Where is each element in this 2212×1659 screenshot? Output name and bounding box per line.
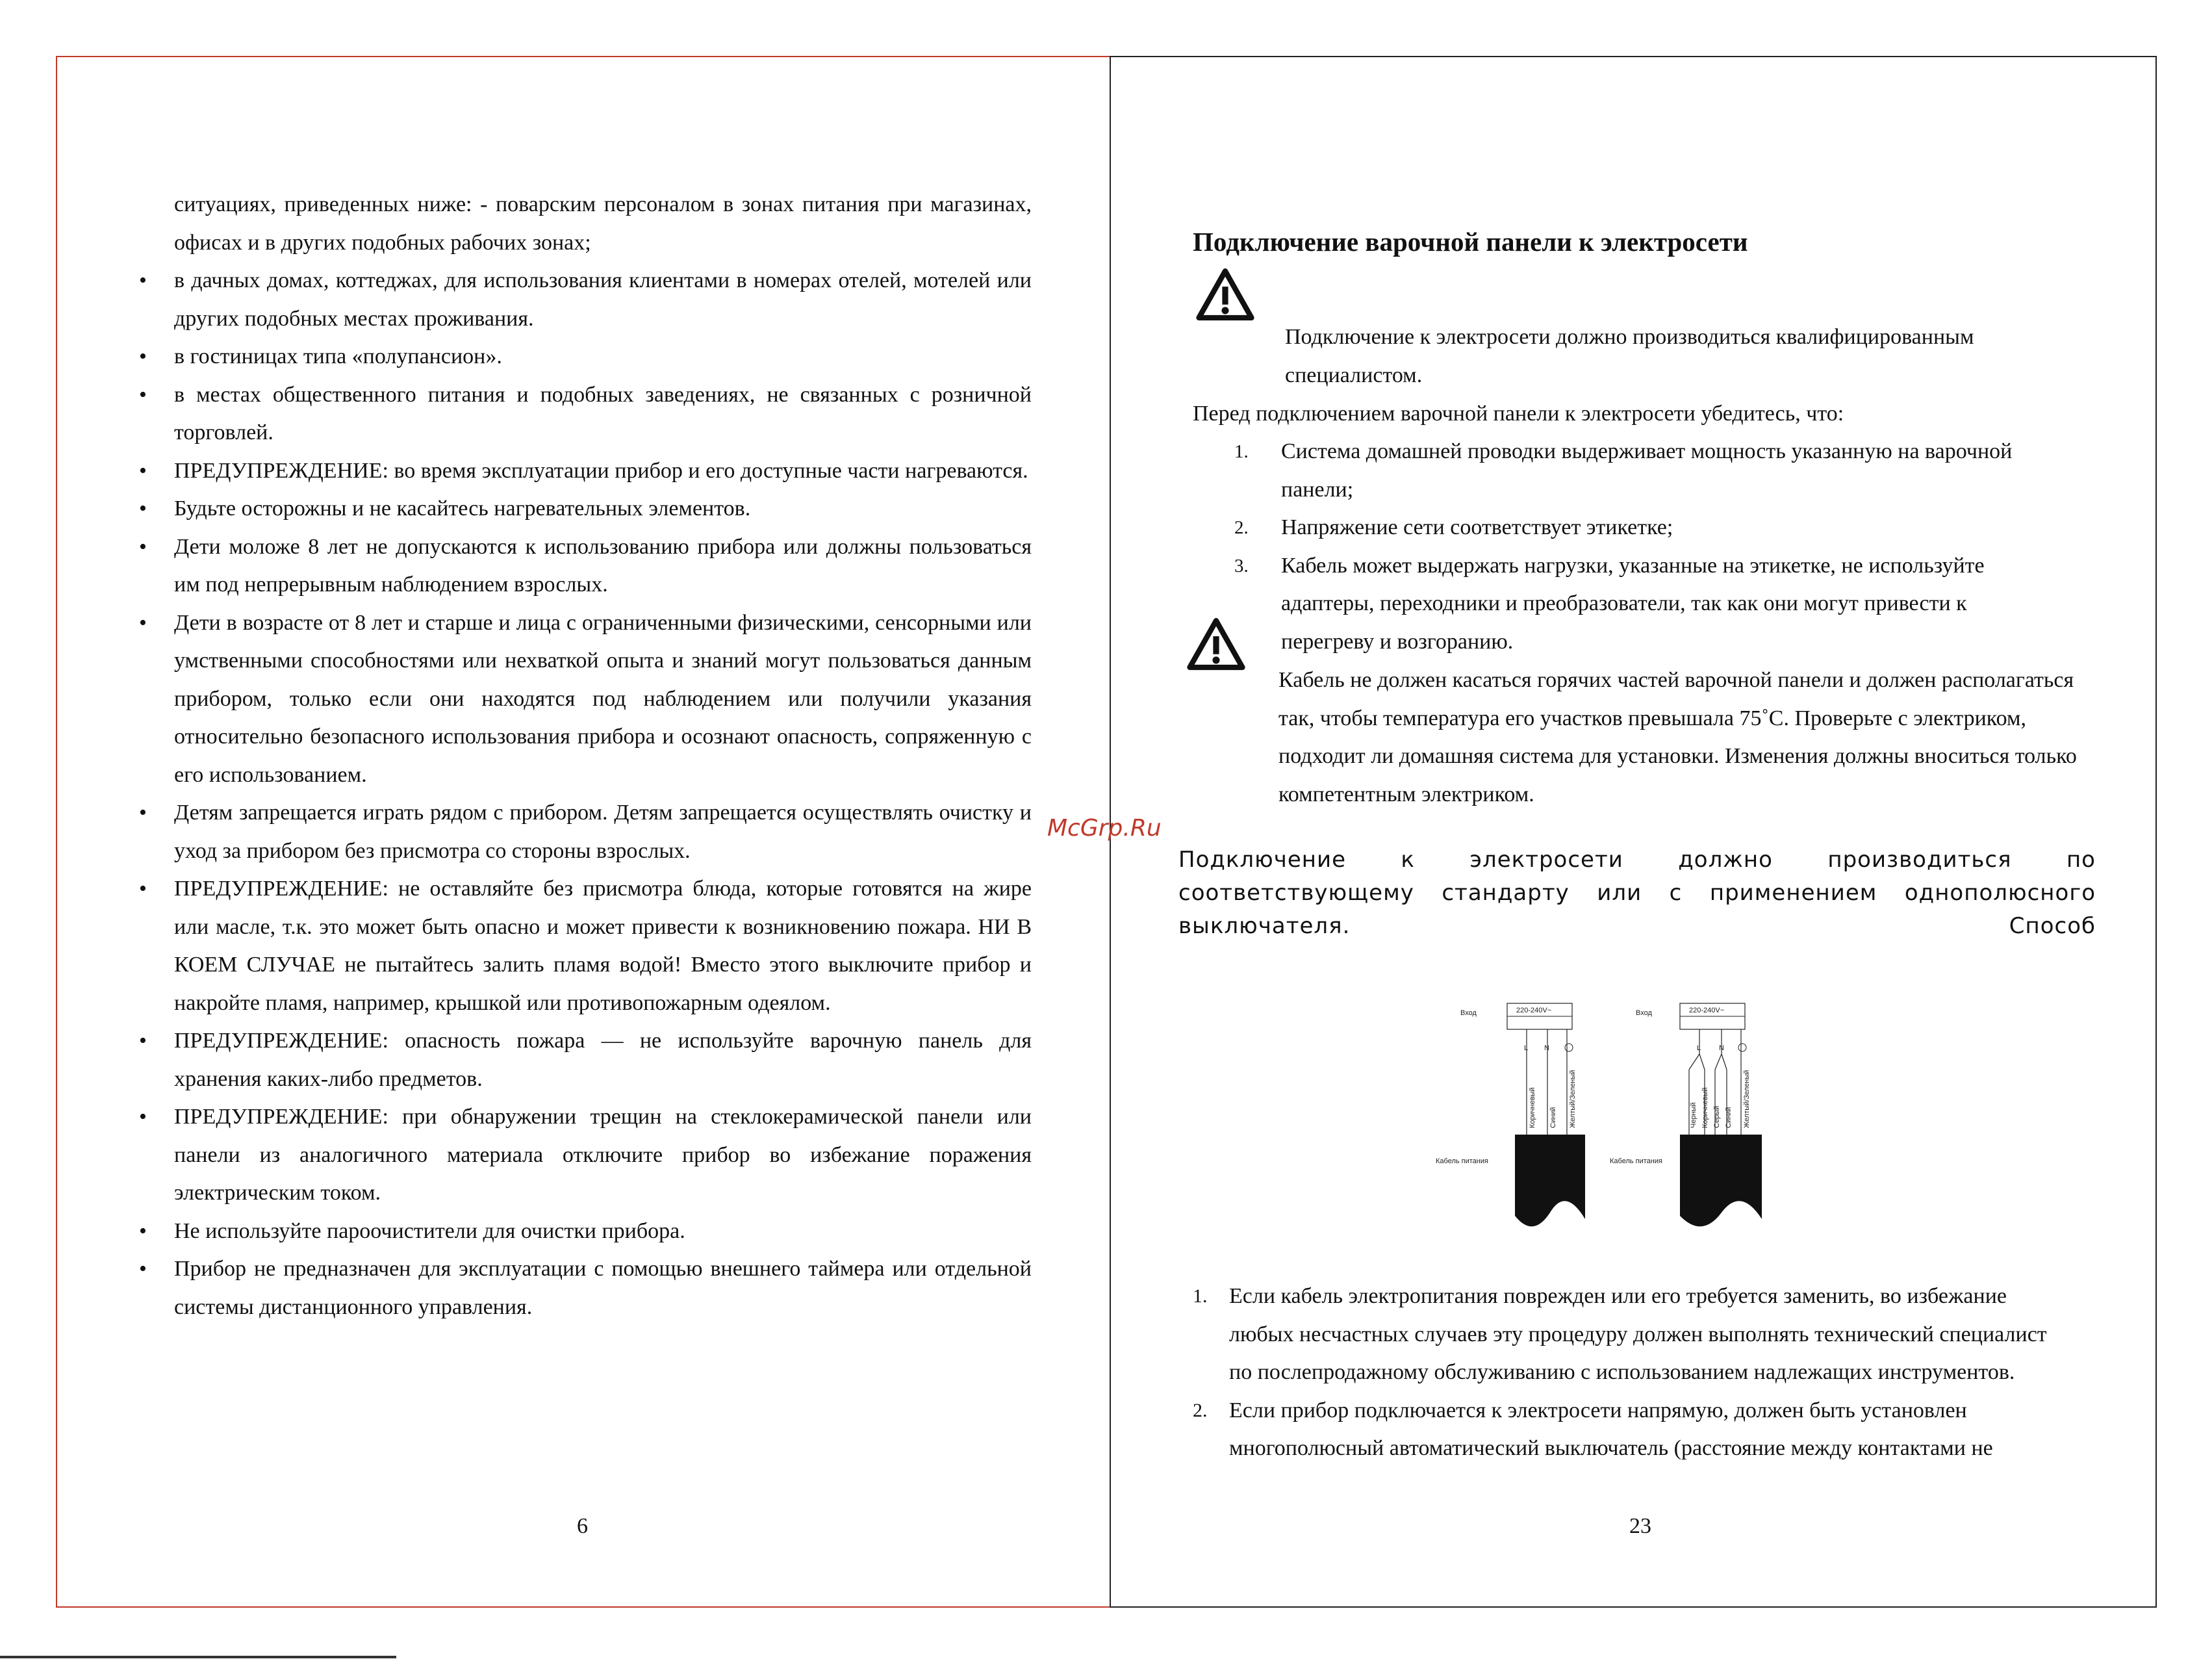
left-page-number: 6	[577, 1514, 588, 1538]
terminal-l-label: L	[1524, 1044, 1529, 1052]
checklist-item	[1234, 547, 2053, 662]
left-bullet-list	[174, 262, 1032, 1326]
bullet-item: • Не используйте пароочистители для очистки прибора.	[174, 1213, 1032, 1251]
checklist-intro: Перед подключением варочной панели к электросети убедитесь, что:	[1193, 402, 1844, 426]
left-page-text	[174, 186, 1032, 1326]
bullet-item: • Дети моложе 8 лет не допускаются к использованию прибора или должны пользоваться им под непрерывным наблюдением взрослых.	[174, 528, 1032, 604]
left-page	[57, 56, 1108, 1608]
cable-label: Кабель питания	[1436, 1157, 1488, 1165]
wire-color-label: Синий	[1549, 1107, 1557, 1128]
wire-split	[1715, 1054, 1722, 1070]
terminal-n-label: N	[1719, 1044, 1724, 1052]
bullet-item: • ПРЕДУПРЕЖДЕНИЕ: при обнаружении трещин на стеклокерамической панели или панели из аналогичного материала отключите прибор во избежание поражения электрическим током.	[174, 1098, 1032, 1213]
left-intro: ситуациях, приведенных ниже: - поварским персоналом в зонах питания при магазинах, офисах и в других подобных рабочих зонах;	[174, 192, 1032, 255]
note-item	[1193, 1392, 2057, 1468]
checklist-text: Кабель может выдержать нагрузки, указанные на этикетке, не используйте адаптеры, переходники и преобразователи, так как они могут привести к перегреву и возгоранию.	[1281, 553, 1985, 654]
note-text: Если кабель электропитания поврежден или его требуется заменить, во избежание любых несчастных случаев эту процедуру должен выполнять технический специалист по послепродажному обслуживанию с использованием надлежащих инструментов.	[1229, 1284, 2047, 1384]
warning-text-cable: Кабель не должен касаться горячих частей варочной панели и должен располагаться так, чтобы температура его участков превышала 75˚С. Проверьте с электриком, подходит ли домашняя система для установки. Изменения должны вноситься только компетентным электриком.	[1278, 668, 2077, 806]
checklist-text: Система домашней проводки выдерживает мощность указанную на варочной панели;	[1281, 439, 2013, 502]
note-number: 1.	[1193, 1285, 1208, 1307]
power-cable-shape	[1515, 1135, 1585, 1226]
wire-color-label: Черный	[1690, 1102, 1697, 1128]
checklist-item	[1234, 433, 2053, 509]
note-number: 2.	[1193, 1399, 1208, 1421]
bullet-item: • в дачных домах, коттеджах, для использования клиентами в номерах отелей, мотелей или других подобных местах проживания.	[174, 262, 1032, 338]
wire-color-label: Желтый/Зеленый	[1569, 1070, 1577, 1128]
bullet-item: • в местах общественного питания и подобных заведениях, не связанных с розничной торговлей.	[174, 376, 1032, 452]
bullet-item: • Детям запрещается играть рядом с прибором. Детям запрещается осуществлять очистку и уход за прибором без присмотра со стороны взрослых.	[174, 794, 1032, 870]
notes-list	[1193, 1278, 2057, 1468]
wire-color-label: Коричневый	[1529, 1087, 1536, 1128]
warning-triangle-icon	[1186, 615, 1246, 675]
bullet-item: • в гостиницах типа «полупансион».	[174, 338, 1032, 376]
bullet-item: • ПРЕДУПРЕЖДЕНИЕ: во время эксплуатации прибор и его доступные части нагреваются.	[174, 452, 1032, 491]
connection-standard-paragraph: Подключение к электросети должно производиться по соответствующему стандарту или с применением однополюсного выключателя. Способ	[1178, 847, 2096, 939]
bottom-edge-strip	[0, 1656, 396, 1658]
site-watermark: McGrp.Ru	[1047, 815, 1162, 842]
bullet-item: • ПРЕДУПРЕЖДЕНИЕ: не оставляйте без присмотра блюда, которые готовятся на жире или масле, т.к. это может быть опасно и может привести к возникновению пожара. НИ В КОЕМ СЛУЧАЕ не пытайтесь залить пламя водой! Вместо этого выключите прибор и накройте пламя, например, крышкой или противопожарным одеялом.	[174, 870, 1032, 1022]
wire-color-label: Желтый/Зеленый	[1743, 1070, 1751, 1128]
wiring-variant-single-phase	[1436, 1003, 1585, 1226]
checklist-number: 1.	[1234, 441, 1249, 462]
terminal-l-label: L	[1697, 1044, 1701, 1052]
section-title: Подключение варочной панели к электросети	[1193, 227, 1748, 257]
diagram-voltage-label: 220-240V~	[1516, 1007, 1552, 1014]
checklist-number: 3.	[1234, 555, 1249, 576]
checklist-number: 2.	[1234, 517, 1249, 538]
ground-symbol-icon	[1565, 1044, 1573, 1051]
checklist-text: Напряжение сети соответствует этикетке;	[1281, 515, 1673, 539]
right-page	[1111, 56, 2155, 1608]
wiring-variant-two-phase	[1610, 1003, 1762, 1226]
wiring-diagram	[1436, 992, 1799, 1239]
diagram-input-label: Вход	[1460, 1009, 1477, 1017]
warning-text-qualified: Подключение к электросети должно производиться квалифицированным специалистом.	[1285, 325, 1974, 387]
note-item	[1193, 1278, 2057, 1392]
checklist-item	[1234, 509, 2053, 547]
power-cable-shape	[1680, 1135, 1762, 1226]
warning-triangle-icon	[1195, 265, 1255, 325]
terminal-n-label: N	[1544, 1044, 1549, 1052]
wire-split	[1722, 1054, 1727, 1070]
wire-color-label: Синий	[1725, 1107, 1733, 1128]
diagram-voltage-label: 220-240V~	[1689, 1007, 1725, 1014]
diagram-input-label: Вход	[1636, 1009, 1652, 1017]
wire-split	[1689, 1054, 1699, 1070]
bullet-item: • ПРЕДУПРЕЖДЕНИЕ: опасность пожара — не используйте варочную панель для хранения каких-либо предметов.	[174, 1022, 1032, 1098]
bullet-item: • Прибор не предназначен для эксплуатации с помощью внешнего таймера или отдельной системы дистанционного управления.	[174, 1250, 1032, 1326]
wire-color-label: Серый	[1713, 1105, 1721, 1128]
note-text: Если прибор подключается к электросети напрямую, должен быть установлен многополюсный автоматический выключатель (расстояние между контактами не	[1229, 1398, 1993, 1460]
wire-color-label: Коричневый	[1701, 1087, 1709, 1128]
right-page-number: 23	[1629, 1514, 1651, 1538]
ground-symbol-icon	[1738, 1044, 1746, 1051]
checklist	[1234, 433, 2053, 661]
bullet-item: • Будьте осторожны и не касайтесь нагревательных элементов.	[174, 490, 1032, 528]
bullet-item: • Дети в возрасте от 8 лет и старше и лица с ограниченными физическими, сенсорными или умственными способностями или нехваткой опыта и знаний могут пользоваться данным прибором, только если они находятся под наблюдением или получили указания относительно безопасного использования прибора и осознают опасность, сопряженную с его использованием.	[174, 604, 1032, 795]
cable-label: Кабель питания	[1610, 1157, 1662, 1165]
wire-split	[1699, 1054, 1705, 1070]
